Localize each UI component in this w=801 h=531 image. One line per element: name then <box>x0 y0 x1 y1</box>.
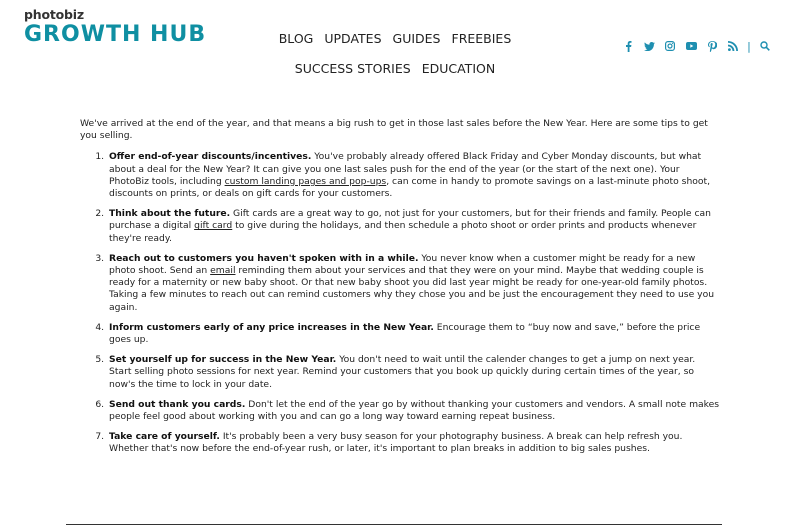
instagram-icon[interactable] <box>664 40 676 52</box>
article-body <box>80 118 720 464</box>
tip-title: Reach out to customers you haven't spoken with in a while. <box>109 252 419 264</box>
tip-text: You never know when a customer might be ready for a new photo shoot. Send an <box>109 252 696 277</box>
tips-list <box>80 151 720 455</box>
tip-text: , can come in handy to promote savings on a last-minute photo shoot, discounts on prints, or deals on gift cards for your customers. <box>109 175 711 200</box>
nav-updates[interactable]: UPDATES <box>324 31 382 46</box>
tip-text: Don't let the end of the year go by without thanking your customers and vendors. A small note makes people feel good about working with you and can go a long way toward earning repeat business. <box>109 398 720 423</box>
tip-title: Send out thank you cards. <box>109 398 246 410</box>
tip-text: Gift cards are a great way to go, not just for your customers, but for their friends and family. People can purchase a digital <box>109 208 711 232</box>
tip-title: Offer end-of-year discounts/incentives. <box>109 151 312 163</box>
gift-card-link[interactable]: gift card <box>194 220 233 232</box>
landing-pages-link[interactable]: custom landing pages and pop-ups <box>224 175 387 187</box>
list-item <box>107 354 720 391</box>
tip-text: to give during the holidays, and then schedule a photo shoot or order prints and products whenever they're ready. <box>109 220 697 244</box>
logo-wordmark: photobiz <box>24 7 84 22</box>
site-logo[interactable] <box>24 8 206 48</box>
list-item <box>107 322 720 346</box>
facebook-icon[interactable] <box>622 40 634 52</box>
tip-text: It's probably been a very busy season for your photography business. A break can help refresh you. Whether that's now before the end-of-year rush, or later, it's important to plan breaks in addition to big sales pushes. <box>109 431 683 455</box>
list-item <box>107 431 720 455</box>
nav-guides[interactable]: GUIDES <box>392 31 441 46</box>
article-intro: We've arrived at the end of the year, and that means a big rush to get in those last sales before the New Year. Here are some tips to get you selling. <box>80 118 708 142</box>
list-item <box>107 399 720 423</box>
search-icon[interactable] <box>759 40 771 52</box>
tip-title: Think about the future. <box>109 208 231 220</box>
nav-blog[interactable]: BLOG <box>278 31 314 46</box>
nav-success-stories[interactable]: SUCCESS STORIES <box>294 61 411 76</box>
tip-title: Take care of yourself. <box>109 431 220 443</box>
tip-text: You've probably already offered Black Friday and Cyber Monday discounts, but what about a deal for the New Year? It can give you one last sales push for the end of the year (or the start of the next one). Your PhotoBiz tools, including <box>109 151 702 187</box>
pinterest-icon[interactable] <box>706 40 718 52</box>
tip-title: Inform customers early of any price increases in the New Year. <box>109 321 434 333</box>
youtube-icon[interactable] <box>685 40 697 52</box>
email-link[interactable]: email <box>210 265 236 277</box>
list-item <box>107 208 720 245</box>
main-nav <box>270 24 520 84</box>
logo-title: GROWTH HUB <box>24 22 207 47</box>
separator: | <box>747 39 751 53</box>
list-item <box>107 151 720 200</box>
social-links <box>622 40 771 52</box>
rss-icon[interactable] <box>727 40 739 52</box>
nav-row-secondary <box>270 54 520 84</box>
nav-education[interactable]: EDUCATION <box>421 61 496 76</box>
tip-text: You don't need to wait until the calender changes to get a jump on next year. Start selling photo sessions for next year. Remind your customers that you book up quickly during certain times of the year, so now's the time to lock in your date. <box>109 354 696 390</box>
tip-text: reminding them about your services and that they were on your mind. Maybe that wedding couple is ready for a maternity or new baby shoot. Or that new baby shoot you did last year might be ready for one-year-old family photos. Taking a few minutes to reach out can remind customers why they chose you and be just the encouragement they need to use you again. <box>109 265 715 313</box>
twitter-icon[interactable] <box>643 40 655 52</box>
list-item <box>107 253 720 314</box>
nav-freebies[interactable]: FREEBIES <box>451 31 512 46</box>
tip-title: Set yourself up for success in the New Year. <box>109 354 337 366</box>
nav-row-primary <box>270 24 520 54</box>
tip-text: Encourage them to “buy now and save,” before the price goes up. <box>109 321 701 346</box>
divider <box>66 524 722 525</box>
